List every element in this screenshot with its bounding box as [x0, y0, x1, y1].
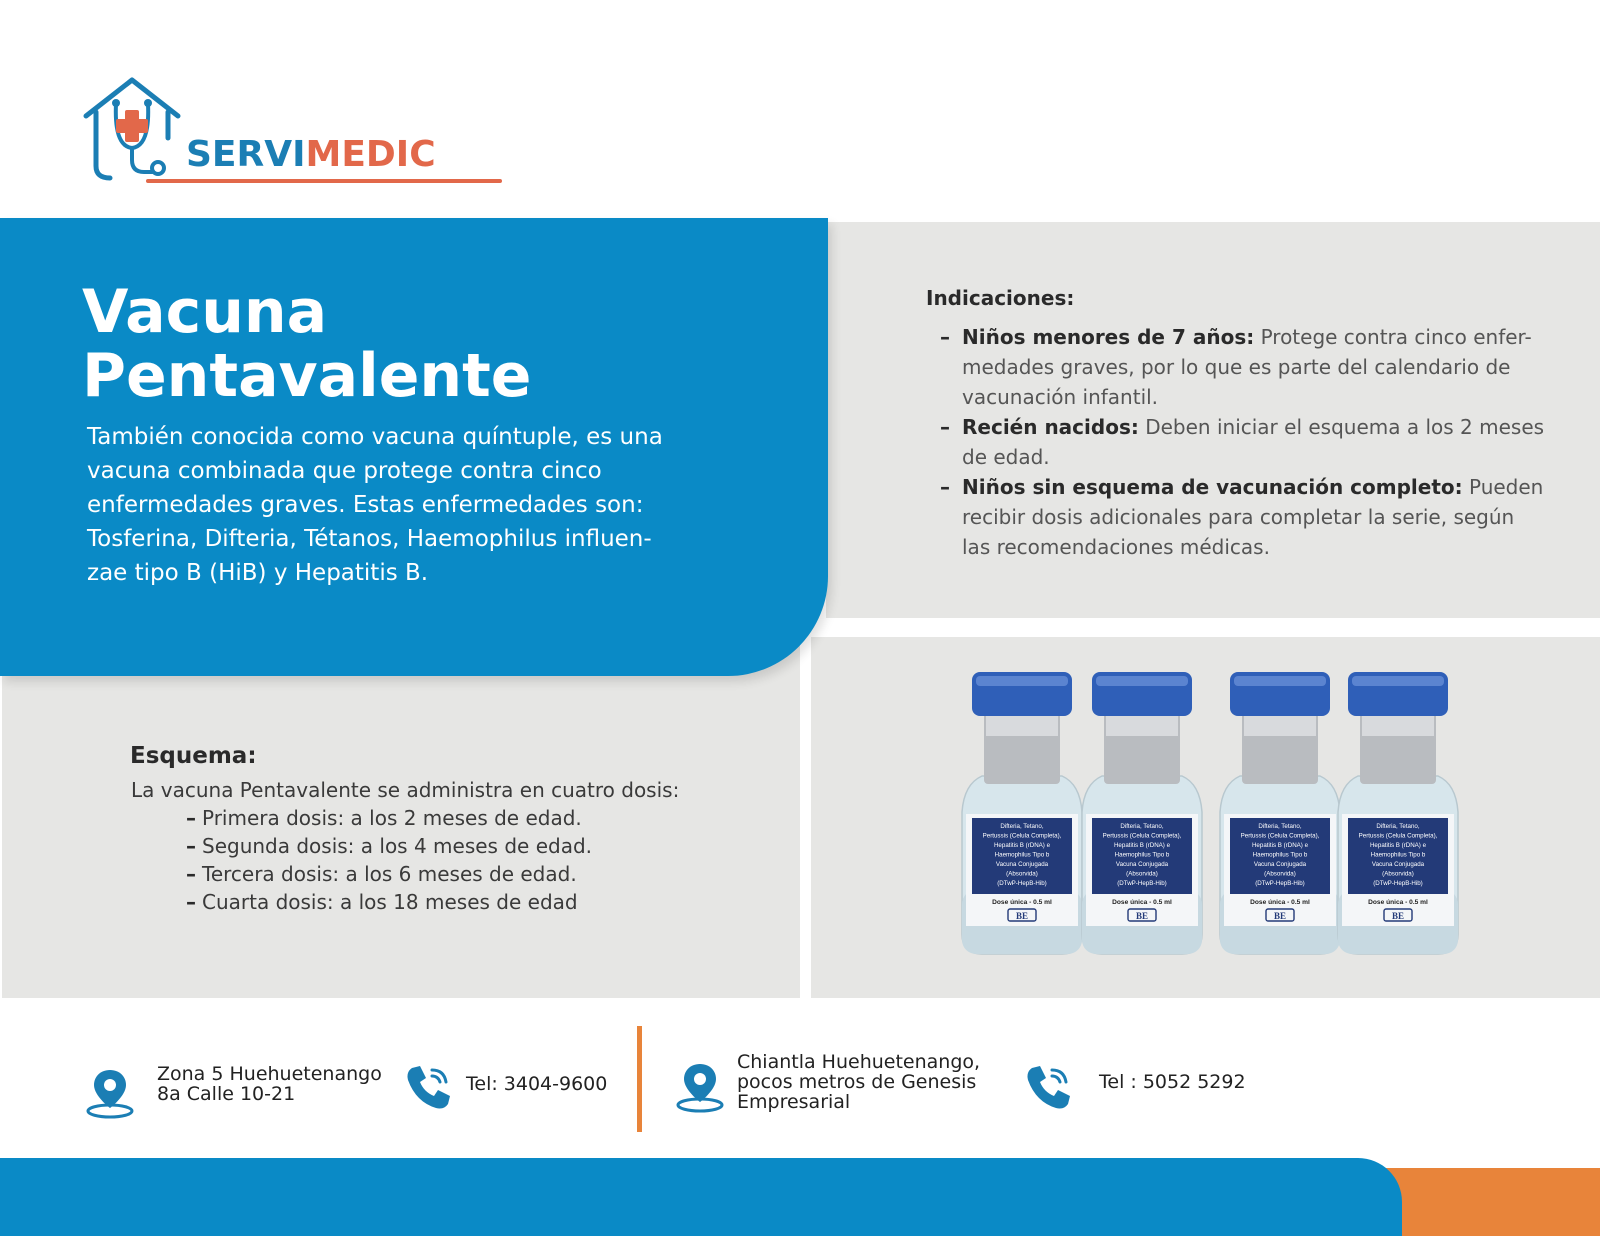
- vial-label-text: Hepatitis B (rDNA) e: [993, 842, 1051, 849]
- indicaciones-heading: Indicaciones:: [926, 286, 1075, 310]
- hero-description-line: enfermedades graves. Estas enfermedades son:: [87, 492, 644, 518]
- dose-text: Cuarta dosis: a los 18 meses de edad: [202, 890, 578, 914]
- hero-description-line: vacuna combinada que protege contra cinco: [87, 458, 602, 484]
- contacts-divider: [637, 1026, 642, 1132]
- vial-label-text: Pertussis (Celula Completa),: [1102, 832, 1182, 840]
- vial-label-text: Haemophilus Tipo b: [1370, 851, 1426, 859]
- vial-label-text: (DTwP-HepB-Hib): [1117, 880, 1167, 887]
- vial-label-text: Haemophilus Tipo b: [994, 851, 1050, 859]
- vial-cap-shine: [1234, 676, 1326, 686]
- list-item: [186, 804, 592, 832]
- vaccine-vial: [1082, 672, 1202, 954]
- vial-crimp-highlight: [986, 716, 1058, 736]
- location-pin-icon: [84, 1066, 136, 1120]
- list-item: [186, 860, 592, 888]
- hero-banner: [0, 218, 828, 676]
- vial-label-text: (DTwP-HepB-Hib): [1373, 880, 1423, 887]
- dose-text: Tercera dosis: a los 6 meses de edad.: [202, 862, 577, 886]
- vial-label-text: Difteria, Tetano,: [1120, 823, 1164, 830]
- esquema-intro: La vacuna Pentavalente se administra en cuatro dosis:: [131, 778, 680, 802]
- list-item: [938, 472, 1544, 562]
- dash-bullet: –: [186, 806, 196, 830]
- address-text: [737, 1052, 980, 1112]
- dash-bullet: –: [186, 834, 196, 858]
- address-line: Chiantla Huehuetenango,: [737, 1051, 981, 1073]
- vial-label-text: Hepatitis B (rDNA) e: [1369, 842, 1427, 849]
- vial-label-text: (Absorvida): [1264, 870, 1296, 878]
- indicacion-line: [962, 412, 1545, 442]
- indicacion-line: [962, 472, 1544, 502]
- dash-bullet: –: [940, 325, 950, 349]
- vial-label-text: Difteria, Tetano,: [1376, 823, 1420, 830]
- indicacion-label: Recién nacidos:: [962, 415, 1139, 439]
- dash-bullet: –: [186, 862, 196, 886]
- dash-bullet: –: [940, 415, 950, 439]
- hero-description-line: zae tipo B (HiB) y Hepatitis B.: [87, 560, 429, 586]
- brand-name-part1: SERVI: [186, 134, 306, 175]
- address-line: pocos metros de Genesis: [737, 1071, 977, 1093]
- house-stethoscope-cross-logo-icon: [80, 76, 190, 188]
- indicacion-line: medades graves, por lo que es parte del calendario de: [962, 355, 1511, 379]
- vial-cap-shine: [1096, 676, 1188, 686]
- vial-label-text: Haemophilus Tipo b: [1252, 851, 1308, 859]
- vial-label-text: Pertussis (Celula Completa),: [1358, 832, 1438, 840]
- indicacion-line: las recomendaciones médicas.: [962, 535, 1270, 559]
- dose-text: Primera dosis: a los 2 meses de edad.: [202, 806, 582, 830]
- hero-description-line: También conocida como vacuna quíntuple, es una: [87, 424, 663, 450]
- brand-name-part2: MEDIC: [305, 134, 436, 175]
- vial-label-text: (Absorvida): [1126, 870, 1158, 878]
- footer-bar-blue: [0, 1158, 1402, 1236]
- vial-label-text: Vacuna Conjugada: [1371, 861, 1425, 868]
- location-pin-icon: [674, 1060, 726, 1114]
- vial-label-text: Difteria, Tetano,: [1000, 823, 1044, 830]
- vial-dose-text: Dose única - 0.5 ml: [1250, 899, 1310, 906]
- vial-label-text: Hepatitis B (rDNA) e: [1251, 842, 1309, 849]
- vial-label-text: (DTwP-HepB-Hib): [1255, 880, 1305, 887]
- indicacion-text: Deben iniciar el esquema a los 2 meses: [1138, 415, 1545, 439]
- vial-maker-text: BE: [1273, 911, 1287, 921]
- phone-ringing-icon: [404, 1062, 454, 1112]
- page-title: [82, 277, 532, 411]
- vial-label-text: (Absorvida): [1382, 870, 1414, 878]
- vial-label-text: Difteria, Tetano,: [1258, 823, 1302, 830]
- brand-name: [186, 134, 436, 175]
- vial-maker-text: BE: [1391, 911, 1405, 921]
- indicacion-text: Protege contra cinco enfer-: [1254, 325, 1532, 349]
- phone-ringing-icon: [1024, 1062, 1074, 1112]
- vial-maker-text: BE: [1135, 911, 1149, 921]
- dose-text: Segunda dosis: a los 4 meses de edad.: [202, 834, 592, 858]
- vial-label-text: (Absorvida): [1006, 870, 1038, 878]
- vial-crimp-highlight: [1362, 716, 1434, 736]
- vial-label-text: Vacuna Conjugada: [1253, 861, 1307, 868]
- vaccine-vial: [962, 672, 1082, 954]
- list-item: [938, 322, 1532, 412]
- indicacion-line: [962, 322, 1532, 352]
- indicaciones-list: [938, 322, 1545, 562]
- vial-label-text: Pertussis (Celula Completa),: [1240, 832, 1320, 840]
- vaccine-vial: [1338, 672, 1458, 954]
- vial-label-text: (DTwP-HepB-Hib): [997, 880, 1047, 887]
- esquema-heading: Esquema:: [130, 743, 257, 769]
- indicacion-line: vacunación infantil.: [962, 385, 1159, 409]
- phone-text[interactable]: Tel: 3404-9600: [466, 1073, 608, 1095]
- list-item: [938, 412, 1545, 472]
- vial-label-text: Vacuna Conjugada: [995, 861, 1049, 868]
- vaccine-vials-image: [960, 672, 1480, 962]
- servimedic-logo: [80, 76, 440, 188]
- indicacion-text: Pueden: [1462, 475, 1544, 499]
- page-title-line1: Vacuna: [82, 277, 328, 347]
- vaccine-vial: [1220, 672, 1340, 954]
- vial-dose-text: Dose única - 0.5 ml: [992, 899, 1052, 906]
- page-title-line2: Pentavalente: [82, 341, 532, 411]
- vial-label-text: Pertussis (Celula Completa),: [982, 832, 1062, 840]
- vial-label-text: Hepatitis B (rDNA) e: [1113, 842, 1171, 849]
- indicacion-label: Niños menores de 7 años:: [962, 325, 1255, 349]
- address-line: Zona 5 Huehuetenango: [157, 1063, 382, 1085]
- indicacion-line: de edad.: [962, 445, 1050, 469]
- phone-text[interactable]: Tel : 5052 5292: [1099, 1071, 1246, 1093]
- list-item: [186, 888, 592, 916]
- indicacion-label: Niños sin esquema de vacunación completo:: [962, 475, 1463, 499]
- brand-underline: [146, 179, 502, 183]
- vial-maker-text: BE: [1015, 911, 1029, 921]
- esquema-list: [186, 804, 592, 916]
- vial-cap-shine: [976, 676, 1068, 686]
- hero-description-line: Tosferina, Difteria, Tétanos, Haemophilus influen-: [87, 526, 652, 552]
- address-line: 8a Calle 10-21: [157, 1083, 296, 1105]
- vial-cap-shine: [1352, 676, 1444, 686]
- hero-description: [87, 420, 677, 590]
- address-text: [157, 1064, 382, 1104]
- vial-dose-text: Dose única - 0.5 ml: [1112, 899, 1172, 906]
- indicacion-line: recibir dosis adicionales para completar la serie, según: [962, 505, 1515, 529]
- vial-crimp-highlight: [1106, 716, 1178, 736]
- dash-bullet: –: [940, 475, 950, 499]
- vial-label-text: Haemophilus Tipo b: [1114, 851, 1170, 859]
- vial-dose-text: Dose única - 0.5 ml: [1368, 899, 1428, 906]
- list-item: [186, 832, 592, 860]
- dash-bullet: –: [186, 890, 196, 914]
- address-line: Empresarial: [737, 1091, 851, 1113]
- vial-label-text: Vacuna Conjugada: [1115, 861, 1169, 868]
- vial-crimp-highlight: [1244, 716, 1316, 736]
